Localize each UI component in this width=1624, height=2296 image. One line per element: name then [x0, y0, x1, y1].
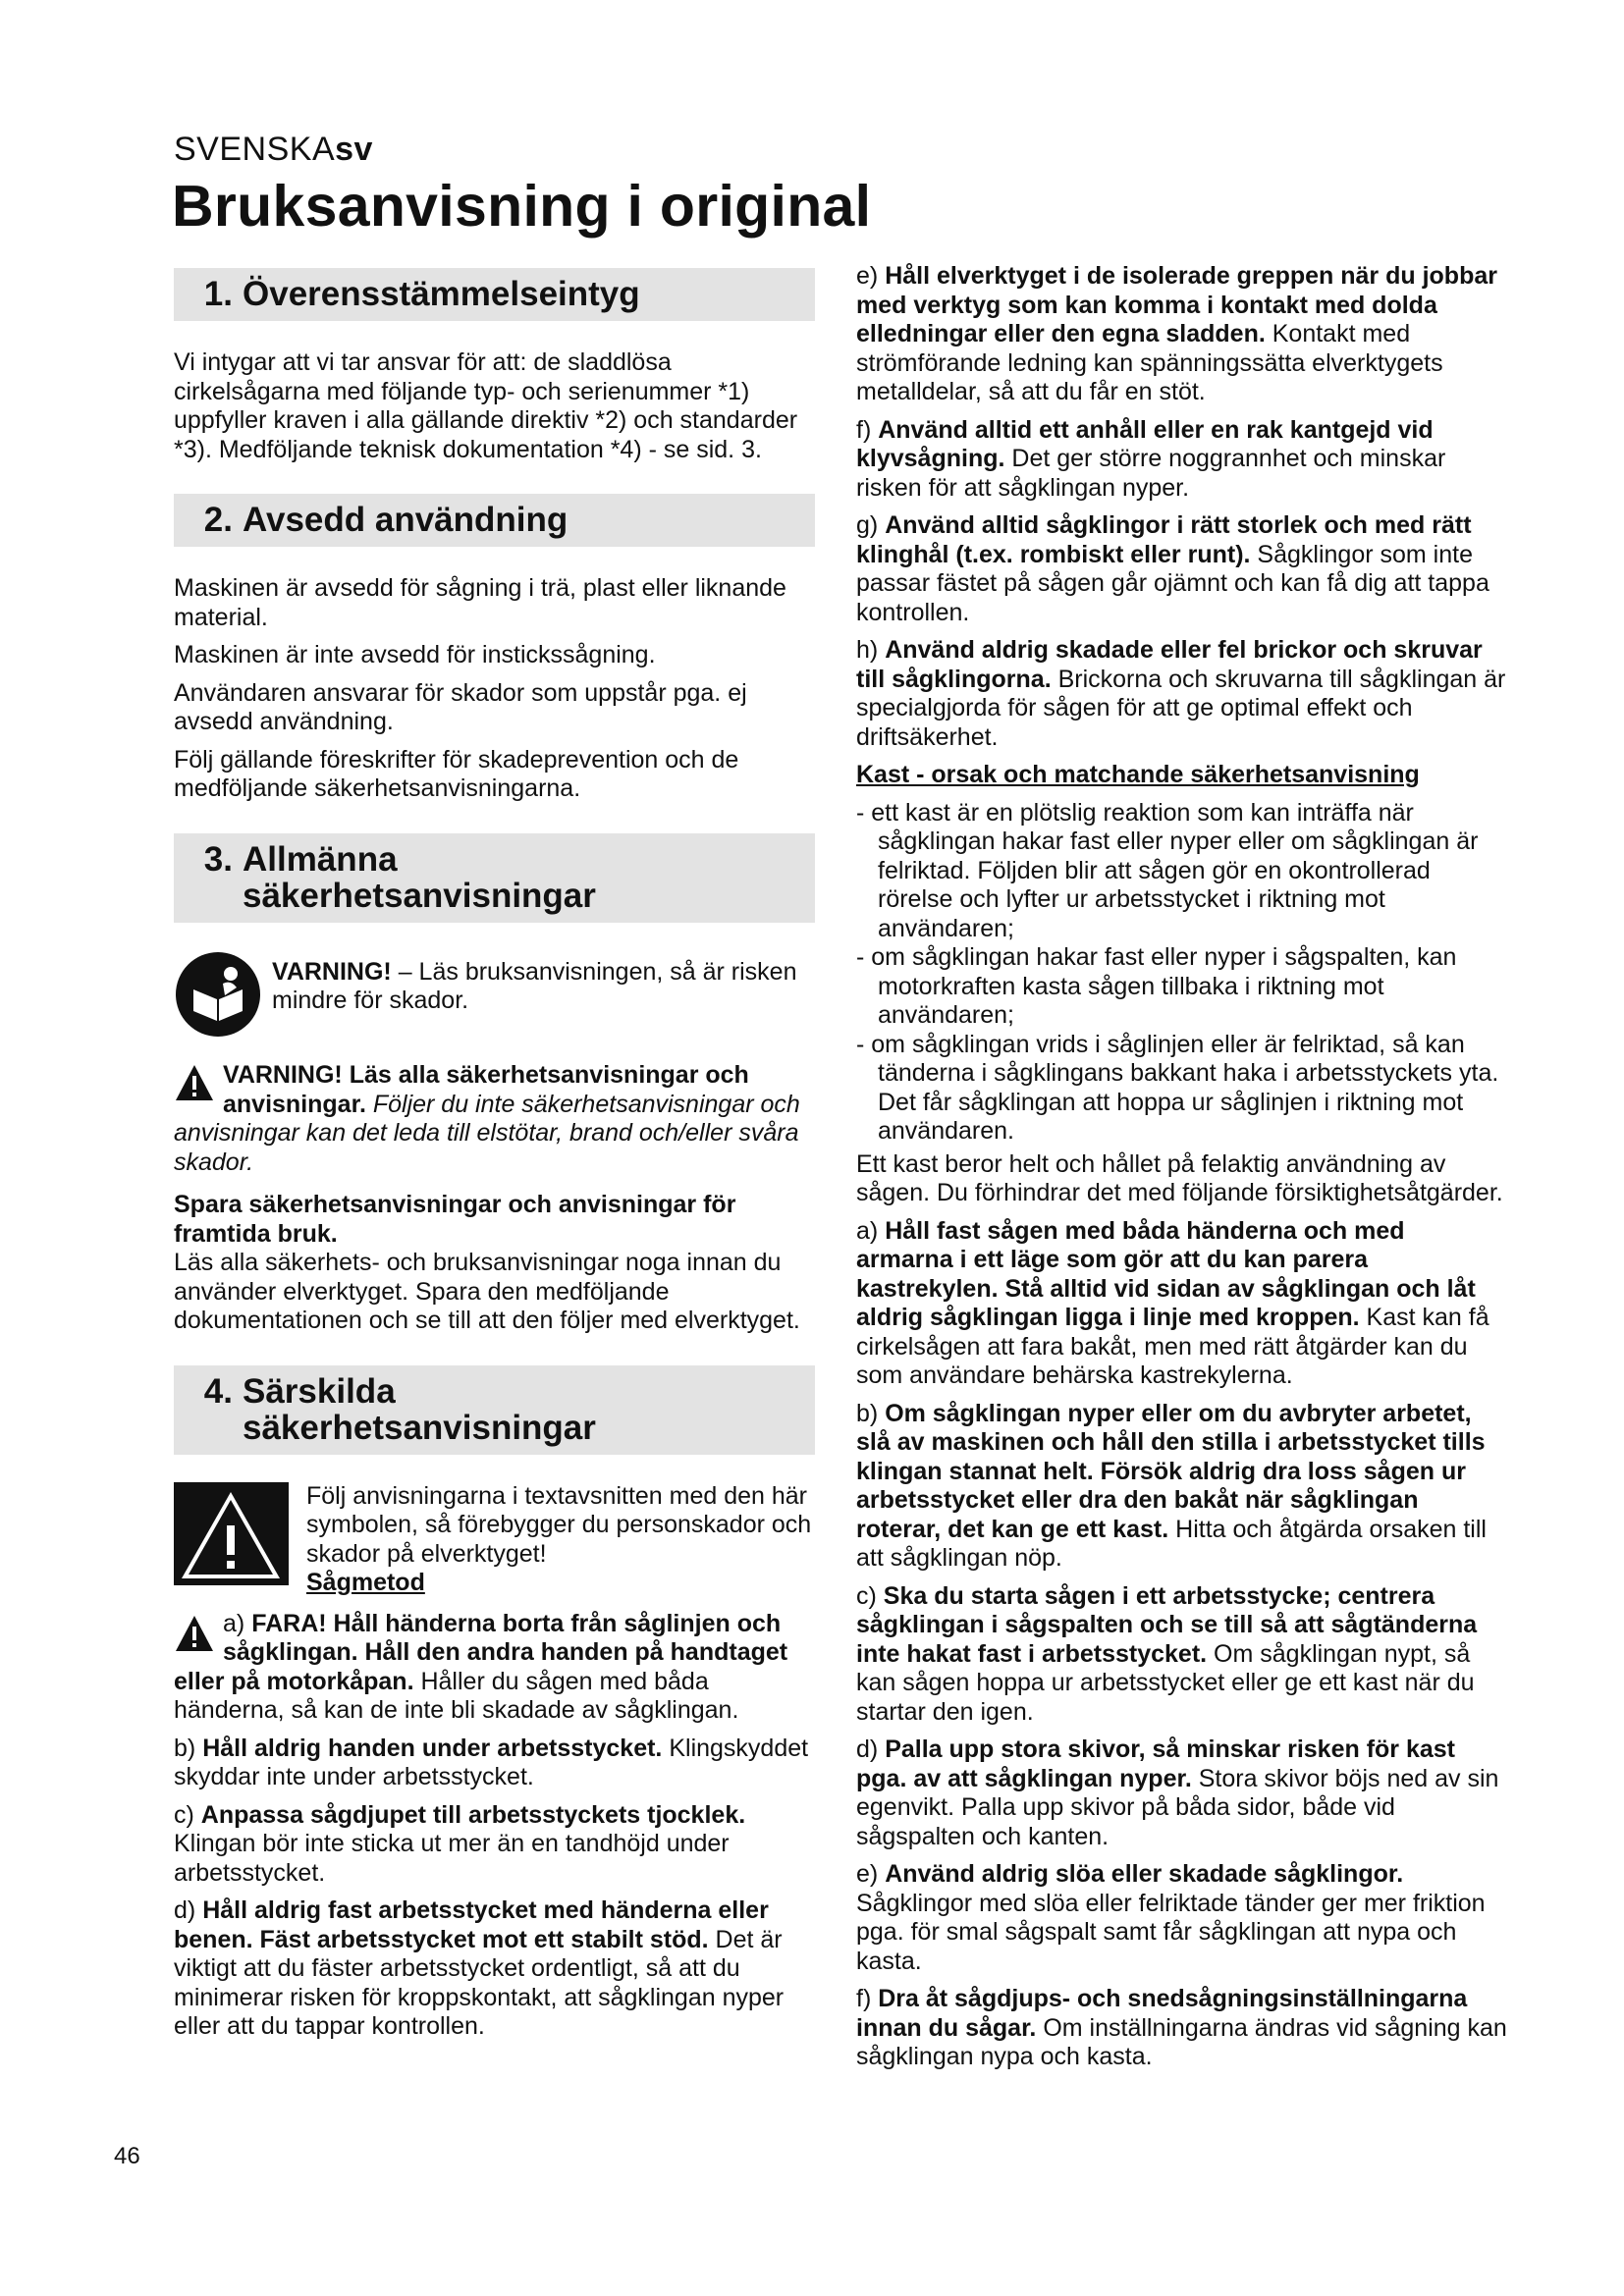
- kickback-heading: Kast - orsak och matchande säkerhetsanvisning: [856, 761, 1420, 788]
- rule-prefix: b): [856, 1399, 886, 1427]
- list-item: - om sågklingan vrids i såglinjen eller är felriktad, så kan tänderna i sågklingans bakkant haka i arbetsstyckets yta. Det får sågklingan att hoppa ur såglinjen i riktning mot användaren.: [856, 1030, 1499, 1145]
- rule-text: Klingan bör inte sticka ut mer än en tandhöjd under arbetsstycket.: [174, 1830, 730, 1887]
- rule-bold: Håll aldrig handen under arbetsstycket.: [202, 1734, 663, 1762]
- section-4-heading: [174, 1365, 815, 1455]
- section-1-heading: [174, 268, 815, 321]
- rule-b: [174, 1735, 815, 1792]
- general-warning: [174, 1061, 815, 1177]
- rule-text: Brickorna och skruvarna till sågklingan är specialgjorda för sågen för att ge optimal effekt och driftsäkerhet.: [856, 665, 1506, 751]
- section-title: Avsedd användning: [243, 501, 568, 539]
- rule-bold: Använd alltid ett anhåll eller en rak kantgejd vid klyvsågning.: [856, 415, 1434, 472]
- section-title-line2: säkerhetsanvisningar: [243, 1408, 596, 1447]
- warning-triangle-icon: [174, 1063, 215, 1110]
- section-title-line1: Allmänna: [243, 839, 398, 879]
- saw-method-heading: Sågmetod: [306, 1569, 425, 1596]
- warning-italic: Följer du inte säkerhetsanvisningar och anvisningar kan det leda till elstötar, brand och/eller svåra skador.: [174, 1090, 800, 1176]
- rule-text: Om sågklingan nypt, så kan sågen hoppa ur arbetsstycket eller ge ett kast när du startar den igen.: [856, 1639, 1475, 1726]
- kick-rule-f: [856, 1985, 1508, 2072]
- section-title: [233, 1373, 773, 1446]
- rule-text: Det ger större noggrannhet och minskar risken för att sågklingan nyper.: [856, 445, 1446, 502]
- rule-prefix: e): [856, 262, 886, 290]
- warning-triangle-icon: [174, 1614, 215, 1661]
- save-instructions: [174, 1191, 815, 1336]
- rule-bold: Palla upp stora skivor, så minskar risken för kast pga. av att sågklingan nyper.: [856, 1735, 1456, 1792]
- rule-f: [856, 416, 1508, 504]
- rule-bold: Håll elverktyget i de isolerade greppen när du jobbar med verktyg som kan komma i kontakt med dolda elledningar eller den egna sladden.: [856, 262, 1497, 347]
- rule-bold: Ska du starta sågen i ett arbetsstycke; centrera sågklingan i sågspalten och se till så att sågtänderna inte hakat fast i arbetsstycket.: [856, 1581, 1478, 1668]
- rule-text: Håller du sågen med båda händerna, så kan de inte bli skadade av sågklingan.: [174, 1667, 739, 1724]
- rule-prefix: f): [856, 415, 879, 444]
- rule-text: Hitta och åtgärda orsaken till att sågklingan nöp.: [856, 1515, 1487, 1572]
- page-title: Bruksanvisning i original: [172, 174, 872, 239]
- rule-prefix: f): [856, 1985, 879, 2012]
- kick-rule-d: [856, 1735, 1508, 1851]
- usage-p2: Maskinen är inte avsedd för instickssågning.: [174, 641, 656, 668]
- section-3-heading: [174, 833, 815, 923]
- right-column: [856, 262, 1508, 2081]
- kick-rule-c: [856, 1582, 1508, 1728]
- rule-prefix: a): [856, 1216, 886, 1245]
- page-number: 46: [114, 2143, 140, 2169]
- warning-text: – Läs bruksanvisningen, så är risken mindre för skador.: [272, 957, 797, 1014]
- warning-triangle-large-icon: [174, 1482, 289, 1593]
- rule-text: Om inställningarna ändras vid sågning kan sågklingan nypa och kasta.: [856, 2013, 1507, 2070]
- section-title-line1: Särskilda: [243, 1371, 396, 1411]
- rule-prefix: e): [856, 1860, 886, 1888]
- rule-bold: Håll aldrig fast arbetsstycket med händerna eller benen. Fäst arbetsstycket mot ett stabilt stöd.: [174, 1896, 769, 1953]
- section-title-line2: säkerhetsanvisningar: [243, 876, 596, 915]
- rule-bold: Håll fast sågen med båda händerna och med armarna i ett läge som gör att du kan parera kastrekylen. Stå alltid vid sidan av sågklingan och låt aldrig sågklingan ligga i linje med kroppen.: [856, 1216, 1476, 1331]
- save-text: Läs alla säkerhets- och bruksanvisningar noga innan du använder elverktyget. Spara den medföljande dokumentationen och se till att den följer med elverktyget.: [174, 1249, 800, 1334]
- read-manual-warning: [174, 950, 815, 1046]
- read-manual-icon: [174, 950, 262, 1046]
- rule-prefix: h): [856, 636, 886, 664]
- rule-text: Stora skivor böjs ned av sin egenvikt. Palla upp skivor på båda sidor, både vid sågspalten och kanten.: [856, 1764, 1499, 1850]
- rule-prefix: c): [856, 1581, 884, 1610]
- section-number: 4.: [203, 1371, 233, 1411]
- usage-p3: Användaren ansvarar för skador som uppstår pga. ej avsedd användning.: [174, 678, 747, 735]
- language-label: [174, 131, 373, 169]
- rule-text: Kontakt med strömförande ledning kan spänningssätta elverktygets metalldelar, så att du får en stöt.: [856, 320, 1443, 405]
- rule-h: [856, 636, 1508, 752]
- rule-text: Det är viktigt att du fäster arbetsstycket ordentligt, så att du minimerar risken för kroppskontakt, att sågklingan nyper eller att du tappar kontrollen.: [174, 1925, 785, 2040]
- rule-c: [174, 1801, 815, 1889]
- kick-rule-e: [856, 1860, 1508, 1976]
- rule-bold: Dra åt sågdjups- och snedsågningsinställningarna innan du sågar.: [856, 1985, 1468, 2042]
- section-number: 1.: [203, 275, 233, 313]
- section-number: 2.: [203, 501, 233, 539]
- rule-bold: Använd alltid sågklingor i rätt storlek och med rätt klinghål (t.ex. rombiskt eller runt).: [856, 511, 1472, 568]
- language-code: sv: [335, 131, 373, 168]
- rule-bold: Om sågklingan nyper eller om du avbryter arbetet, slå av maskinen och håll den stilla i arbetsstycket tills klingan stannat helt. Försök aldrig dra loss sågen ur arbetsstycket eller dra den bakåt när sågklingan roterar, det kan ge ett kast.: [856, 1399, 1486, 1543]
- usage-p1: Maskinen är avsedd för sågning i trä, plast eller liknande material.: [174, 574, 786, 631]
- rule-bold: Använd aldrig skadade eller fel brickor och skruvar till sågklingorna.: [856, 636, 1483, 693]
- special-warning-intro: [174, 1482, 815, 1598]
- kick-rule-a: [856, 1217, 1508, 1391]
- rule-bold: Anpassa sågdjupet till arbetsstyckets tjocklek.: [200, 1800, 746, 1829]
- list-item: - ett kast är en plötslig reaktion som kan inträffa när sågklingan hakar fast eller nyper eller om sågklingan är felriktad. Följden blir att sågen gör en okontrollerad rörelse och lyfter ur arbetsstycket i riktning mot användaren;: [856, 798, 1479, 942]
- rule-bold: FARA! Håll händerna borta från såglinjen och sågklingan. Håll den andra handen på handtaget eller på motorkåpan.: [174, 1609, 788, 1695]
- rule-a: [174, 1610, 815, 1726]
- rule-text: Sågklingor som inte passar fästet på sågen går ojämnt och kan få dig att tappa kontrollen.: [856, 540, 1489, 626]
- rule-text: Kast kan få cirkelsågen att fara bakåt, men med rätt åtgärder kan du som användare behärska kastrekylerna.: [856, 1304, 1489, 1389]
- save-bold: Spara säkerhetsanvisningar och anvisningar för framtida bruk.: [174, 1191, 736, 1248]
- section-2-heading: [174, 494, 815, 547]
- rule-prefix: d): [856, 1735, 886, 1763]
- kickback-paragraph: Ett kast beror helt och hållet på felaktig användning av sågen. Du förhindrar det med följande försiktighetsåtgärder.: [856, 1149, 1503, 1206]
- rule-prefix: c): [174, 1800, 201, 1829]
- warning-label: VARNING!: [272, 957, 392, 986]
- rule-text: Klingskyddet skyddar inte under arbetsstycket.: [174, 1734, 809, 1790]
- kick-rule-b: [856, 1400, 1508, 1574]
- rule-prefix: b): [174, 1734, 203, 1762]
- left-column: [174, 268, 815, 2051]
- warning-bold: VARNING! Läs alla säkerhetsanvisningar och anvisningar.: [223, 1061, 749, 1118]
- kickback-list: [856, 799, 1508, 1147]
- rule-bold: Använd aldrig slöa eller skadade sågklingor.: [885, 1860, 1404, 1888]
- intro-text: Följ anvisningarna i textavsnitten med den här symbolen, så förebygger du personskador och skador på elverktyget!: [306, 1481, 812, 1568]
- rule-prefix: g): [856, 511, 886, 539]
- language-prefix: SVENSKA: [174, 131, 336, 168]
- rule-d: [174, 1896, 815, 2042]
- section-title: [233, 841, 773, 914]
- rule-text: Sågklingor med slöa eller felriktade tänder ger mer friktion pga. för smal sågspalt samt får sågklingan att nypa och kasta.: [856, 1889, 1486, 1975]
- section-number: 3.: [203, 839, 233, 879]
- conformity-text: Vi intygar att vi tar ansvar för att: de sladdlösa cirkelsågarna med följande typ- och serienummer *1) uppfyller kraven i alla gällande direktiv *2) och standarder *3). Medföljande teknisk dokumentation *4) - se sid. 3.: [174, 348, 798, 463]
- list-item: - om sågklingan hakar fast eller nyper i sågspalten, kan motorkraften kasta sågen tillbaka i riktning mot användaren;: [856, 943, 1457, 1029]
- rule-e: [856, 262, 1508, 407]
- rule-prefix: d): [174, 1896, 203, 1924]
- section-title: Överensstämmelseintyg: [243, 275, 640, 313]
- rule-g: [856, 511, 1508, 627]
- usage-p4: Följ gällande föreskrifter för skadeprevention och de medföljande säkerhetsanvisningarna.: [174, 745, 739, 802]
- rule-prefix: a): [223, 1609, 252, 1637]
